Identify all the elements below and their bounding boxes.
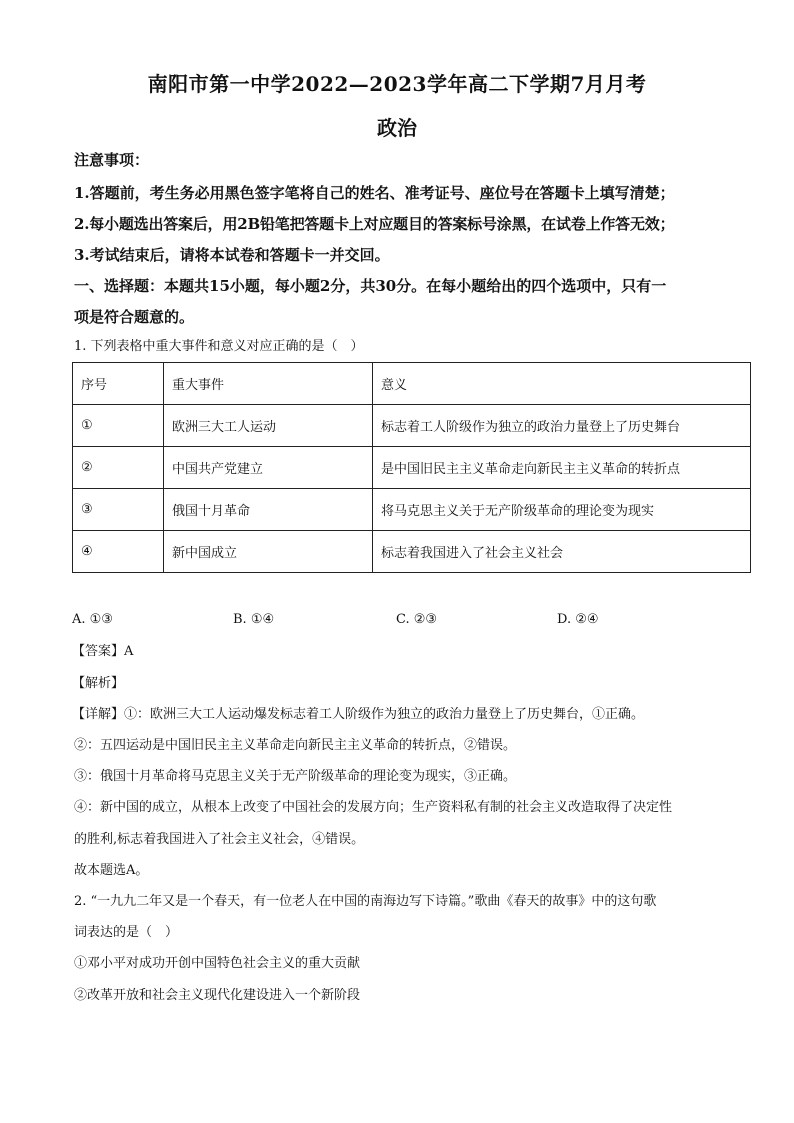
notice-item-3: 3.考试结束后，请将本试卷和答题卡一并交回。 — [74, 246, 390, 264]
question-2-item: ①邓小平对成功开创中国特色社会主义的重大贡献 — [74, 956, 361, 971]
option-a: A. ①③ — [72, 612, 113, 627]
table-row — [73, 405, 751, 447]
notice-heading: 注意事项： — [74, 151, 150, 169]
table-row — [73, 489, 751, 531]
table-cell: 标志着工人阶级作为独立的政治力量登上了历史舞台 — [373, 405, 751, 447]
question-2-stem-line-1: 2. “一九九二年又是一个春天，有一位老人在中国的南海边写下诗篇。”歌曲《春天的故事》中的这句歌 — [74, 894, 657, 909]
table-header-cell: 意义 — [373, 363, 751, 405]
table-cell: ① — [73, 405, 164, 447]
exam-title: 南阳市第一中学2022—2023学年高二下学期7月月考 — [147, 72, 647, 96]
table-cell: 中国共产党建立 — [164, 447, 373, 489]
notice-item-2: 2.每小题选出答案后，用2B铅笔把答题卡上对应题目的答案标号涂黑，在试卷上作答无效； — [74, 215, 675, 233]
table-cell: 是中国旧民主主义革命走向新民主主义革命的转折点 — [373, 447, 751, 489]
table-header-cell: 重大事件 — [164, 363, 373, 405]
analysis-detail-line: ③：俄国十月革命将马克思主义关于无产阶级革命的理论变为现实，③正确。 — [74, 769, 517, 784]
table-row — [73, 447, 751, 489]
analysis-detail-line: 的胜利,标志着我国进入了社会主义社会，④错误。 — [74, 832, 365, 847]
table-cell: 俄国十月革命 — [164, 489, 373, 531]
question-2-stem-line-2: 词表达的是（ ） — [74, 925, 179, 940]
analysis-detail-line: 【详解】①：欧洲三大工人运动爆发标志着工人阶级作为独立的政治力量登上了历史舞台，①正确。 — [72, 707, 645, 722]
table-cell: 欧洲三大工人运动 — [164, 405, 373, 447]
table-cell: 新中国成立 — [164, 531, 373, 573]
section-heading-line-1: 一、选择题：本题共15小题，每小题2分，共30分。在每小题给出的四个选项中，只有一 — [74, 277, 667, 295]
table-row — [73, 531, 751, 573]
question-1-stem: 1. 下列表格中重大事件和意义对应正确的是（ ） — [74, 339, 364, 354]
option-d: D. ②④ — [557, 612, 599, 627]
table-cell: ④ — [73, 531, 164, 573]
question-2-item: ②改革开放和社会主义现代化建设进入一个新阶段 — [74, 988, 361, 1003]
table-cell: ② — [73, 447, 164, 489]
answer-label: 【答案】A — [72, 644, 134, 659]
subject-title: 政治 — [377, 116, 417, 140]
table-header-cell: 序号 — [73, 363, 164, 405]
analysis-label: 【解析】 — [72, 676, 125, 691]
section-heading-line-2: 项是符合题意的。 — [74, 308, 195, 326]
table-header-row — [73, 363, 751, 405]
analysis-detail-line: ④：新中国的成立，从根本上改变了中国社会的发展方向；生产资料私有制的社会主义改造取得了决定性 — [74, 800, 673, 815]
option-b: B. ①④ — [233, 612, 275, 627]
table-cell: ③ — [73, 489, 164, 531]
analysis-detail-line: ②：五四运动是中国旧民主主义革命走向新民主主义革命的转折点，②错误。 — [74, 738, 517, 753]
table-cell: 标志着我国进入了社会主义社会 — [373, 531, 751, 573]
analysis-conclusion: 故本题选A。 — [74, 863, 149, 878]
notice-item-1: 1.答题前，考生务必用黑色签字笔将自己的姓名、准考证号、座位号在答题卡上填写清楚； — [74, 184, 675, 202]
table-cell: 将马克思主义关于无产阶级革命的理论变为现实 — [373, 489, 751, 531]
option-c: C. ②③ — [396, 612, 438, 627]
events-table — [72, 362, 751, 573]
